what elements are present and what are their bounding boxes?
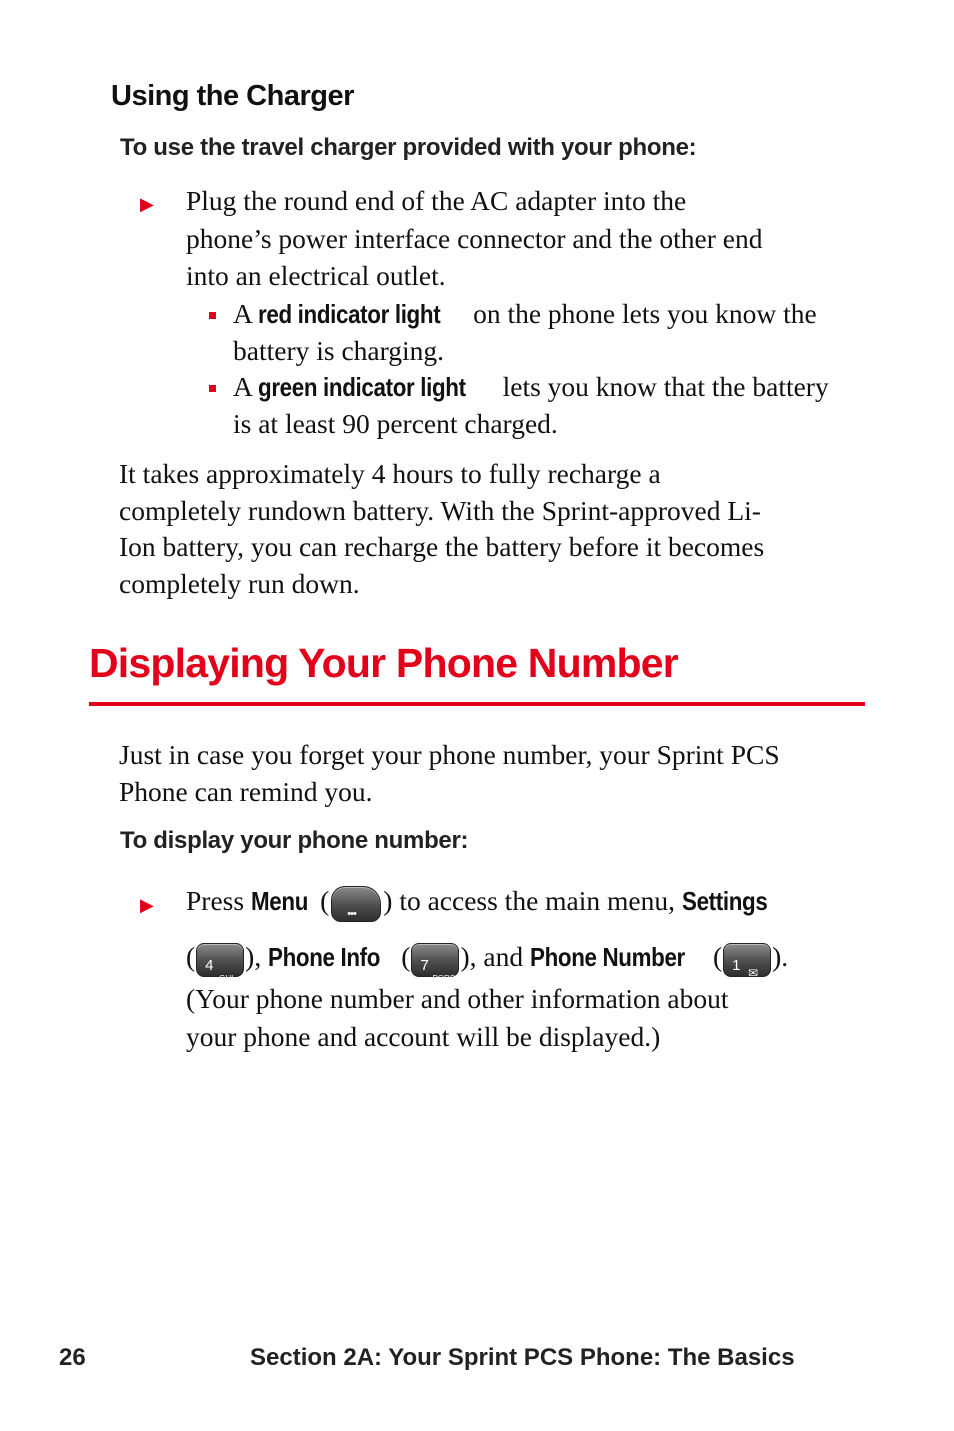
footer-section-title: Section 2A: Your Sprint PCS Phone: The Basics: [250, 1344, 795, 1371]
press-text: Press: [186, 885, 251, 916]
step-arrow-icon: ▶: [140, 194, 154, 214]
after-key4-text: ),: [245, 941, 269, 972]
paragraph-line: completely rundown battery. With the Sprint-approved Li-: [119, 494, 761, 526]
step-line: your phone and account will be displayed.): [186, 1021, 661, 1052]
phone-number-intro-paragraph: [119, 736, 879, 810]
bullet-rest: on the phone lets you know the: [466, 298, 817, 329]
charging-time-paragraph: [119, 456, 879, 603]
bullet-prefix: A: [233, 298, 259, 329]
key-4-letters: GHI: [219, 973, 234, 983]
paragraph-line: Just in case you forget your phone number, your Sprint PCS: [119, 739, 780, 770]
paragraph-line: Phone can remind you.: [119, 776, 373, 807]
menu-key-glyph: •••: [347, 907, 356, 920]
display-number-instructions-intro: To display your phone number:: [120, 827, 469, 854]
step-arrow-icon: ▶: [140, 895, 154, 915]
paren-open: (: [706, 941, 723, 972]
bullet-square-icon: [209, 385, 216, 392]
bullet-prefix: A: [233, 371, 259, 402]
bullet-red-indicator: [233, 296, 893, 369]
step-line: into an electrical outlet.: [186, 260, 446, 291]
key-4-icon: [196, 943, 244, 983]
charger-step-text: [186, 182, 886, 295]
paren-open: (: [394, 941, 411, 972]
key-1-envelope-icon: ✉: [748, 965, 759, 980]
bullet-green-indicator: [233, 369, 893, 442]
key-7-number: 7: [420, 956, 429, 974]
page-number: 26: [59, 1344, 86, 1371]
menu-key-icon: [331, 886, 381, 922]
key-7-letters: PQRS: [432, 973, 456, 983]
display-step-line2: [186, 938, 886, 983]
bullet-square-icon: [209, 312, 216, 319]
bullet-line2: is at least 90 percent charged.: [233, 407, 558, 439]
bullet-line2: battery is charging.: [233, 334, 445, 366]
step-line: (Your phone number and other information about: [186, 983, 729, 1014]
key-1-number: 1: [732, 956, 741, 974]
green-indicator-light-term: green indicator light: [258, 372, 466, 402]
key-7-icon: [411, 943, 459, 983]
key-1-icon: [723, 943, 771, 980]
step-line: phone’s power interface connector and the other end: [186, 222, 763, 254]
settings-term: Settings: [681, 886, 768, 916]
menu-after-text: ) to access the main menu,: [383, 885, 682, 916]
paren-open: (: [186, 941, 196, 972]
paragraph-line: Ion battery, you can recharge the battery before it becomes: [119, 531, 765, 563]
phone-info-term: Phone Info: [268, 942, 381, 972]
display-step-line1: [186, 882, 886, 922]
charger-instructions-intro: To use the travel charger provided with your phone:: [120, 134, 697, 161]
heading-divider: [89, 702, 865, 706]
bullet-rest: lets you know that the battery: [495, 371, 829, 402]
paren-open: (: [313, 885, 330, 916]
phone-number-term: Phone Number: [529, 942, 685, 972]
paragraph-line: It takes approximately 4 hours to fully recharge a: [119, 458, 661, 489]
red-indicator-light-term: red indicator light: [258, 299, 441, 329]
key-4-number: 4: [205, 956, 214, 974]
after-key1-text: ).: [772, 941, 789, 972]
step-line: Plug the round end of the AC adapter into the: [186, 185, 687, 216]
menu-term: Menu: [250, 886, 308, 916]
after-key7-text: ), and: [460, 941, 530, 972]
display-step-continuation: [186, 980, 886, 1056]
paragraph-line: completely run down.: [119, 568, 360, 600]
section-heading-displaying-phone-number: Displaying Your Phone Number: [89, 640, 678, 686]
section-heading-using-the-charger: Using the Charger: [111, 80, 354, 112]
